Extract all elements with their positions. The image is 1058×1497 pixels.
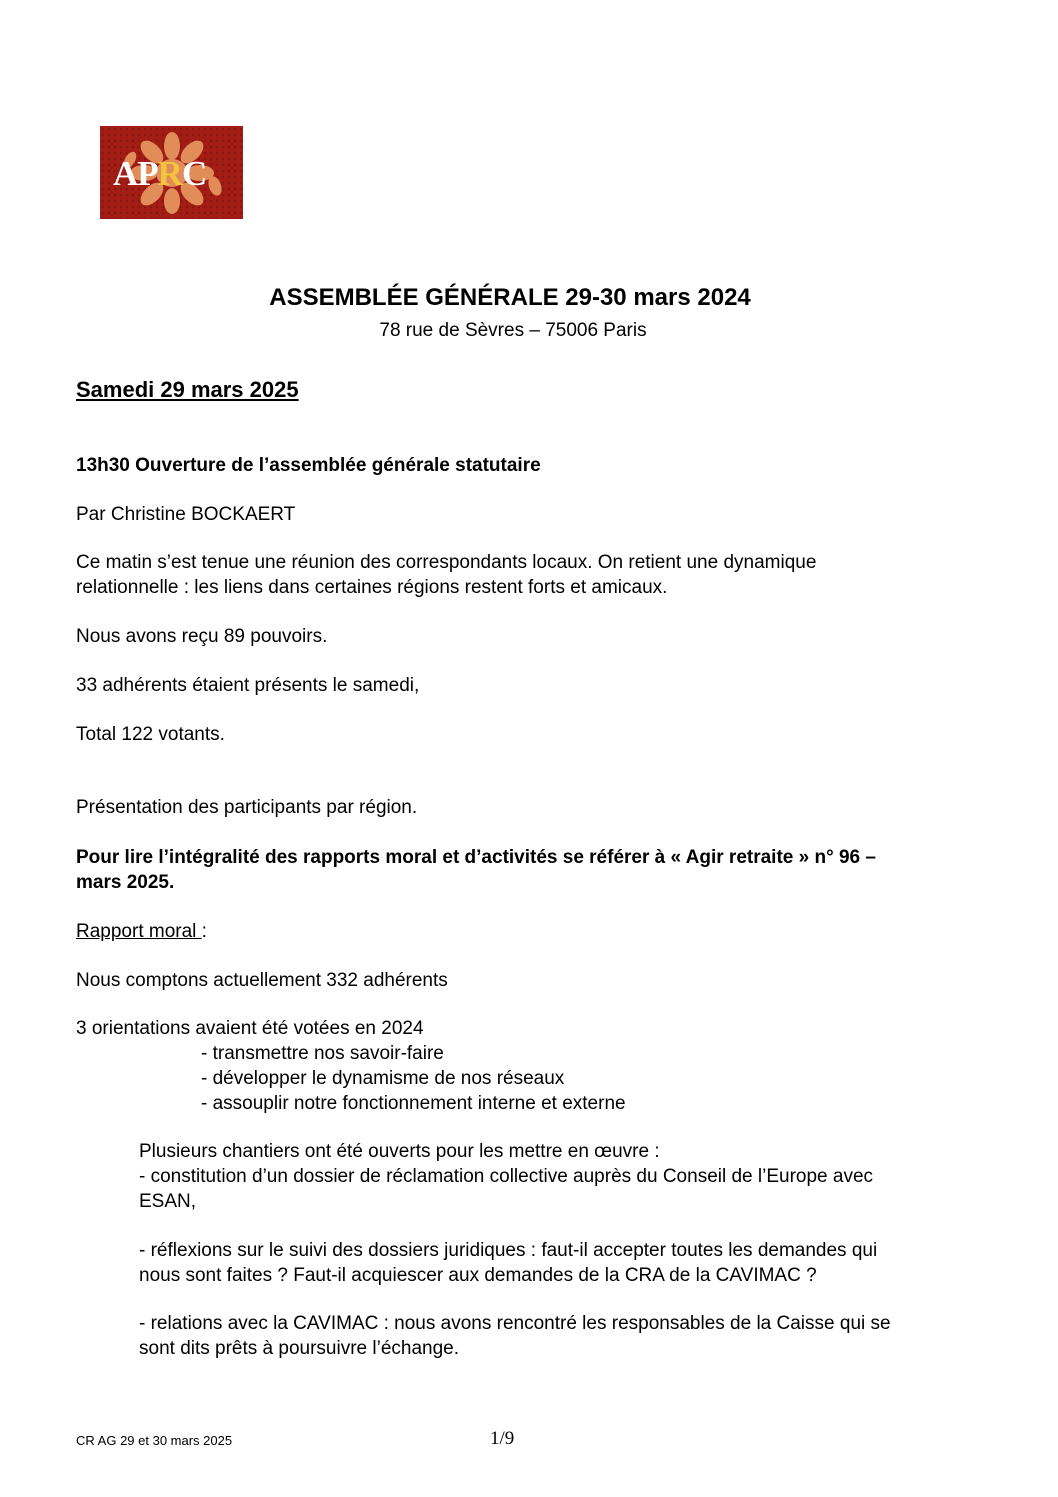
- reports-reference-line2: mars 2025.: [76, 872, 175, 893]
- address: 78 rue de Sèvres – 75006 Paris: [379, 320, 647, 341]
- worksites-intro: Plusieurs chantiers ont été ouverts pour les mettre en œuvre :: [139, 1141, 660, 1162]
- orientations-intro: 3 orientations avaient été votées en 2024: [76, 1018, 424, 1039]
- list-item: - développer le dynamisme de nos réseaux: [201, 1068, 565, 1089]
- reports-reference-line1: Pour lire l’intégralité des rapports moral et d’activités se référer à « Agir retraite » n° 96 –: [76, 847, 876, 868]
- worksite-1-line1: - constitution d’un dossier de réclamation collective auprès du Conseil de l’Europe avec: [139, 1166, 874, 1187]
- worksite-1-line2: ESAN,: [139, 1191, 197, 1212]
- list-item: - assouplir notre fonctionnement interne et externe: [201, 1093, 626, 1114]
- aprc-logo: [100, 126, 243, 219]
- logo-text: APRC: [113, 154, 207, 193]
- day-heading: Samedi 29 mars 2025: [76, 377, 299, 402]
- page-number: 1/9: [490, 1428, 515, 1449]
- opening-heading: 13h30 Ouverture de l’assemblée générale statutaire: [76, 455, 541, 476]
- worksite-2-line1: - réflexions sur le suivi des dossiers juridiques : faut-il accepter toutes les demandes qui: [139, 1240, 878, 1261]
- worksite-3-line2: sont dits prêts à poursuivre l’échange.: [139, 1338, 460, 1359]
- worksite-3-line1: - relations avec la CAVIMAC : nous avons rencontré les responsables de la Caisse qui se: [139, 1313, 891, 1334]
- morning-paragraph-line2: relationnelle : les liens dans certaines régions restent forts et amicaux.: [76, 577, 668, 598]
- moral-report-heading: Rapport moral :: [76, 921, 207, 942]
- list-item: - transmettre nos savoir-faire: [201, 1043, 444, 1064]
- worksite-2-line2: nous sont faites ? Faut-il acquiescer aux demandes de la CRA de la CAVIMAC ?: [139, 1265, 817, 1286]
- presenter: Par Christine BOCKAERT: [76, 504, 296, 525]
- page-title: ASSEMBLÉE GÉNÉRALE 29-30 mars 2024: [269, 284, 751, 311]
- present-paragraph: 33 adhérents étaient présents le samedi,: [76, 675, 420, 696]
- total-paragraph: Total 122 votants.: [76, 724, 225, 745]
- morning-paragraph-line1: Ce matin s’est tenue une réunion des correspondants locaux. On retient une dynamique: [76, 552, 817, 573]
- footer-document-ref: CR AG 29 et 30 mars 2025: [76, 1433, 233, 1448]
- participants-paragraph: Présentation des participants par région.: [76, 797, 418, 818]
- members-paragraph: Nous comptons actuellement 332 adhérents: [76, 970, 448, 991]
- moral-report-label: Rapport moral: [76, 921, 202, 942]
- proxies-paragraph: Nous avons reçu 89 pouvoirs.: [76, 626, 328, 647]
